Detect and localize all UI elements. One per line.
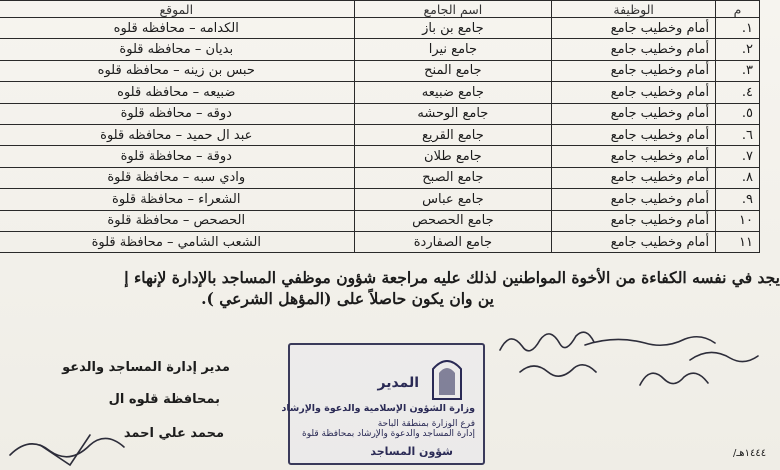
header-mosque: اسم الجامع [354, 1, 552, 18]
row-location: عبد ال حميد – محافظه قلوة [0, 124, 354, 145]
row-number: ١١ [716, 231, 760, 252]
signer-title: مدير إدارة المساجد والدعو [62, 360, 230, 375]
row-job: أمام وخطيب جامع [552, 39, 716, 60]
row-job: أمام وخطيب جامع [552, 146, 716, 167]
row-job: أمام وخطيب جامع [552, 103, 716, 124]
row-number: ١٠ [716, 210, 760, 231]
header-job: الوظيفة [552, 1, 716, 18]
row-location: الحصحص – محافظة قلوة [0, 210, 354, 231]
row-mosque: جامع بن باز [354, 18, 552, 39]
stamp-line-3: إدارة المساجد والدعوة والإرشاد بمحافظة قلوة [302, 429, 475, 439]
stamp-line-4: شؤون المساجد [370, 445, 453, 458]
row-number: ٤. [716, 82, 760, 103]
row-job: أمام وخطيب جامع [552, 60, 716, 81]
row-job: أمام وخطيب جامع [552, 231, 716, 252]
header-num: م [716, 1, 760, 18]
row-mosque: جامع الصبح [354, 167, 552, 188]
signature-scrawl-1 [500, 332, 594, 351]
row-location: بديان – محافظه قلوة [0, 39, 354, 60]
row-mosque: جامع طلان [354, 146, 552, 167]
row-location: الشعراء – محافظة قلوة [0, 189, 354, 210]
row-number: ٨. [716, 167, 760, 188]
row-mosque: جامع عباس [354, 189, 552, 210]
row-number: ٧. [716, 146, 760, 167]
announcement-line-2: ين وان يكون حاصلاً على (المؤهل الشرعي ). [201, 289, 494, 308]
row-location: وادي سبه – محافظة قلوة [0, 167, 354, 188]
announcement-line-1: يجد في نفسه الكفاءة من الأخوة المواطنين لذلك عليه مراجعة شؤون موظفي المساجد بالإدارة لإنهاء إ [124, 268, 780, 287]
signature-scrawl-6 [10, 438, 124, 456]
row-location: دوقه – محافظه قلوة [0, 103, 354, 124]
row-job: أمام وخطيب جامع [552, 189, 716, 210]
row-job: أمام وخطيب جامع [552, 167, 716, 188]
row-mosque: جامع ضبيعه [354, 82, 552, 103]
stamp-line-2: فرع الوزارة بمنطقة الباحة [377, 419, 475, 429]
row-mosque: جامع القريع [354, 124, 552, 145]
row-mosque: جامع المنح [354, 60, 552, 81]
row-number: ٣. [716, 60, 760, 81]
row-location: الكدامه – محافظه قلوه [0, 18, 354, 39]
row-number: ١. [716, 18, 760, 39]
signature-scrawl-5 [690, 352, 758, 361]
stamp-line-1: وزارة الشؤون الإسلامية والدعوة والإرشاد [281, 403, 475, 414]
row-mosque: جامع نيرا [354, 39, 552, 60]
header-location: الموقع [0, 1, 354, 18]
stamp-title: المدير [377, 375, 419, 391]
row-number: ٥. [716, 103, 760, 124]
row-job: أمام وخطيب جامع [552, 210, 716, 231]
row-location: الشعب الشامي – محافظة قلوة [0, 231, 354, 252]
row-job: أمام وخطيب جامع [552, 82, 716, 103]
row-mosque: جامع الوحشه [354, 103, 552, 124]
document-date: ١٤٤٤هـ/ [733, 448, 767, 459]
row-mosque: جامع الصفاردة [354, 231, 552, 252]
signature-scrawl-2 [520, 365, 596, 376]
row-mosque: جامع الحصحص [354, 210, 552, 231]
signature-scrawl-7 [40, 435, 90, 465]
signer-place: بمحافظة قلوه ال [108, 392, 220, 407]
row-job: أمام وخطيب جامع [552, 18, 716, 39]
row-location: دوقة – محافظة قلوة [0, 146, 354, 167]
signer-name: محمد علي احمد [123, 426, 224, 441]
signature-scrawl-3 [585, 337, 715, 346]
signature-scrawl-4 [640, 373, 708, 385]
row-number: ٦. [716, 124, 760, 145]
row-number: ٩. [716, 189, 760, 210]
row-number: ٢. [716, 39, 760, 60]
row-location: ضبيعه – محافظه قلوه [0, 82, 354, 103]
row-job: أمام وخطيب جامع [552, 124, 716, 145]
row-location: حبس بن زينه – محافظه قلوه [0, 60, 354, 81]
